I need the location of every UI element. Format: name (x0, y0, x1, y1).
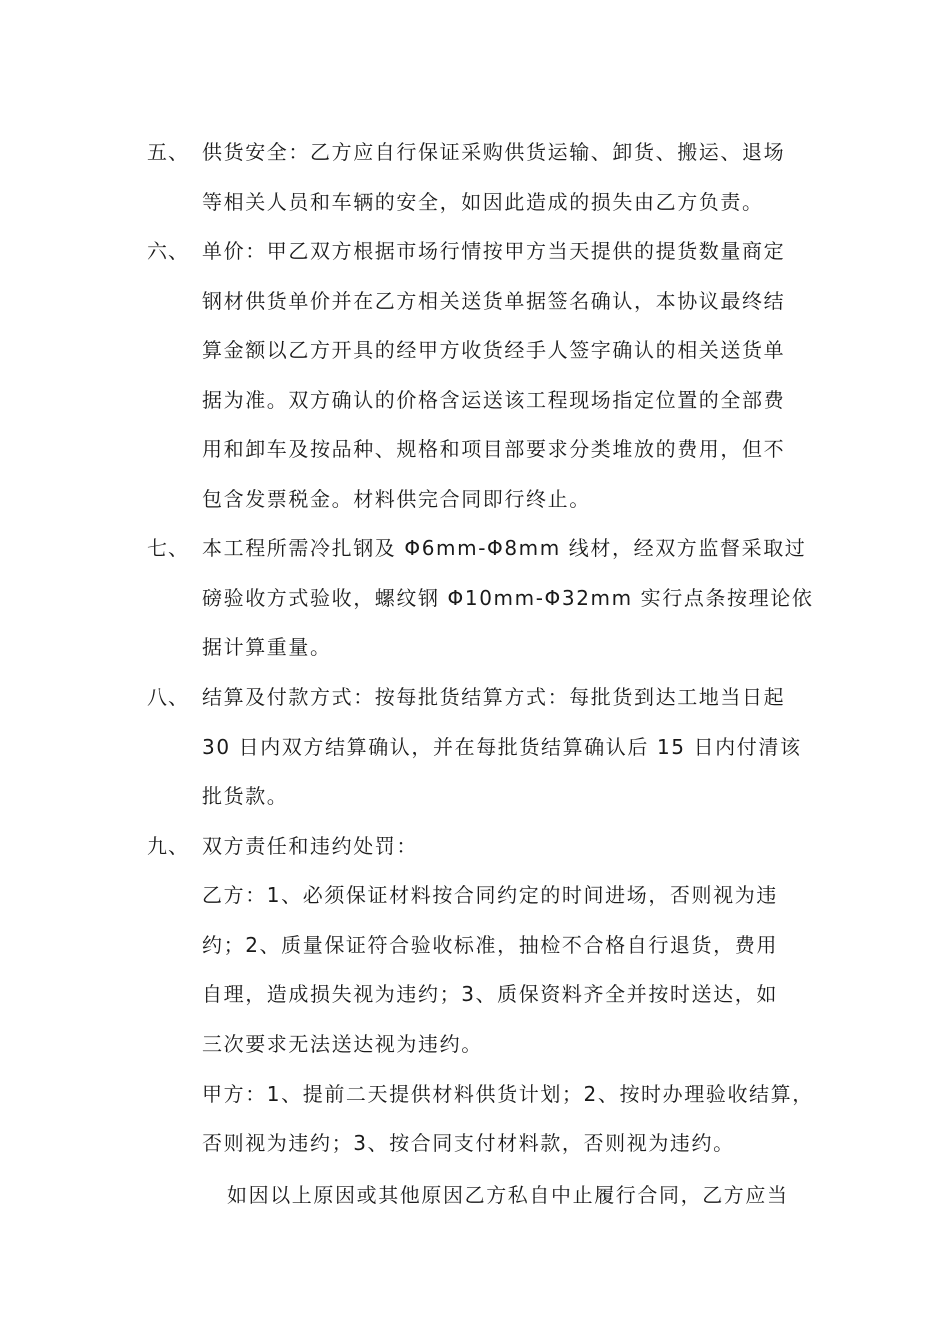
paragraph-line: 自理，造成损失视为违约；3、质保资料齐全并按时送达，如 (202, 982, 778, 1006)
paragraph-line: 钢材供货单价并在乙方相关送货单据签名确认，本协议最终结 (202, 289, 786, 313)
paragraph-line: 否则视为违约；3、按合同支付材料款，否则视为违约。 (202, 1131, 735, 1155)
paragraph-line: 约；2、质量保证符合验收标准，抽检不合格自行退货，费用 (202, 933, 778, 957)
paragraph-line: 乙方：1、必须保证材料按合同约定的时间进场，否则视为违 (202, 883, 778, 907)
paragraph-line: 供货安全：乙方应自行保证采购供货运输、卸货、搬运、退场 (202, 140, 786, 164)
section-number: 七、 (147, 536, 189, 560)
paragraph-line: 算金额以乙方开具的经甲方收货经手人签字确认的相关送货单 (202, 338, 786, 362)
paragraph-line: 单价：甲乙双方根据市场行情按甲方当天提供的提货数量商定 (202, 239, 786, 263)
paragraph-line: 包含发票税金。材料供完合同即行终止。 (202, 487, 591, 511)
paragraph-line: 批货款。 (202, 784, 289, 808)
section-number: 九、 (147, 834, 189, 858)
closing-paragraph-line: 如因以上原因或其他原因乙方私自中止履行合同，乙方应当 (227, 1183, 789, 1207)
paragraph-line: 据为准。双方确认的价格含运送该工程现场指定位置的全部费 (202, 388, 786, 412)
paragraph-line: 结算及付款方式：按每批货结算方式：每批货到达工地当日起 (202, 685, 786, 709)
paragraph-line: 三次要求无法送达视为违约。 (202, 1032, 483, 1056)
paragraph-line: 30 日内双方结算确认，并在每批货结算确认后 15 日内付清该 (202, 735, 802, 759)
section-number: 六、 (147, 239, 189, 263)
paragraph-line: 据计算重量。 (202, 635, 332, 659)
paragraph-line: 磅验收方式验收，螺纹钢 Φ10mm-Φ32mm 实行点条按理论依 (202, 586, 814, 610)
paragraph-line: 甲方：1、提前二天提供材料供货计划；2、按时办理验收结算， (202, 1082, 814, 1106)
section-number: 五、 (147, 140, 189, 164)
paragraph-line: 本工程所需冷扎钢及 Φ6mm-Φ8mm 线材，经双方监督采取过 (202, 536, 807, 560)
paragraph-line: 等相关人员和车辆的安全，如因此造成的损失由乙方负责。 (202, 190, 764, 214)
section-number: 八、 (147, 685, 189, 709)
paragraph-line: 用和卸车及按品种、规格和项目部要求分类堆放的费用，但不 (202, 437, 786, 461)
paragraph-line: 双方责任和违约处罚： (202, 834, 418, 858)
